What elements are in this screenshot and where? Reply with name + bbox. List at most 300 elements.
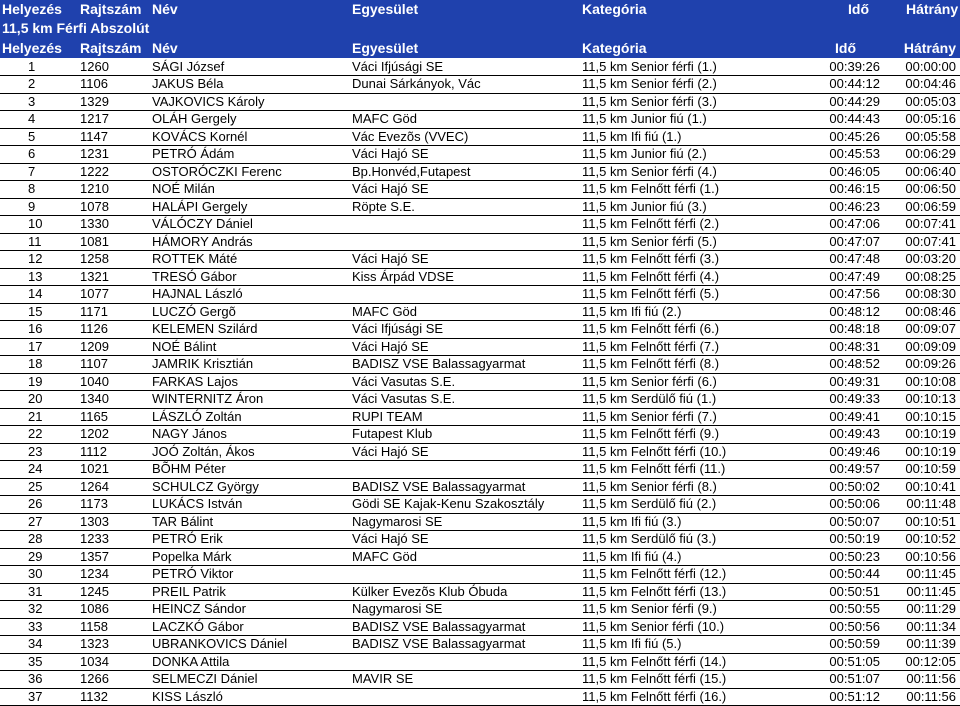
- cell-time: 00:46:05: [800, 163, 884, 181]
- cell-category: 11,5 km Felnőtt férfi (5.): [582, 286, 800, 304]
- cell-bib: 1021: [80, 461, 152, 479]
- cell-category: 11,5 km Junior fiú (1.): [582, 111, 800, 129]
- cell-gap: 00:11:56: [884, 671, 960, 689]
- table-row: [0, 198, 960, 216]
- cell-club: Gödi SE Kajak-Kenu Szakosztály: [352, 496, 582, 514]
- cell-time: 00:50:59: [800, 636, 884, 654]
- header-nev: Név: [152, 1, 178, 17]
- cell-category: 11,5 km Felnőtt férfi (1.): [582, 181, 800, 199]
- cell-position: 31: [0, 583, 80, 601]
- cell-bib: 1340: [80, 391, 152, 409]
- cell-time: 00:51:05: [800, 653, 884, 671]
- cell-name: HAJNAL László: [152, 286, 352, 304]
- cell-bib: 1210: [80, 181, 152, 199]
- table-row: [0, 513, 960, 531]
- cell-bib: 1077: [80, 286, 152, 304]
- cell-gap: 00:10:15: [884, 408, 960, 426]
- cell-category: 11,5 km Felnőtt férfi (16.): [582, 688, 800, 706]
- table-row: [0, 251, 960, 269]
- col-nev: Név: [152, 38, 352, 58]
- cell-time: 00:48:31: [800, 338, 884, 356]
- cell-time: 00:50:23: [800, 548, 884, 566]
- cell-name: LÁSZLÓ Zoltán: [152, 408, 352, 426]
- table-row: [0, 426, 960, 444]
- cell-club: Váci Hajó SE: [352, 181, 582, 199]
- cell-category: 11,5 km Serdülő fiú (1.): [582, 391, 800, 409]
- cell-bib: 1107: [80, 356, 152, 374]
- cell-position: 29: [0, 548, 80, 566]
- cell-bib: 1040: [80, 373, 152, 391]
- cell-category: 11,5 km Senior férfi (4.): [582, 163, 800, 181]
- table-row: [0, 391, 960, 409]
- cell-bib: 1034: [80, 653, 152, 671]
- cell-bib: 1264: [80, 478, 152, 496]
- table-row: [0, 688, 960, 706]
- cell-position: 34: [0, 636, 80, 654]
- cell-category: 11,5 km Senior férfi (1.): [582, 58, 800, 76]
- cell-gap: 00:07:41: [884, 233, 960, 251]
- cell-bib: 1258: [80, 251, 152, 269]
- table-row: [0, 58, 960, 76]
- table-row: [0, 163, 960, 181]
- cell-category: 11,5 km Serdülő fiú (2.): [582, 496, 800, 514]
- cell-category: 11,5 km Senior férfi (2.): [582, 76, 800, 94]
- cell-name: TRESÓ Gábor: [152, 268, 352, 286]
- cell-time: 00:48:52: [800, 356, 884, 374]
- cell-club: [352, 216, 582, 234]
- cell-position: 12: [0, 251, 80, 269]
- cell-position: 23: [0, 443, 80, 461]
- cell-position: 14: [0, 286, 80, 304]
- table-row: [0, 233, 960, 251]
- table-row: [0, 373, 960, 391]
- cell-bib: 1234: [80, 566, 152, 584]
- table-row: [0, 216, 960, 234]
- cell-club: RUPI TEAM: [352, 408, 582, 426]
- cell-time: 00:45:26: [800, 128, 884, 146]
- cell-club: BADISZ VSE Balassagyarmat: [352, 636, 582, 654]
- col-egyesulet: Egyesület: [352, 38, 582, 58]
- cell-position: 16: [0, 321, 80, 339]
- cell-gap: 00:11:34: [884, 618, 960, 636]
- cell-club: Futapest Klub: [352, 426, 582, 444]
- col-kategoria: Kategória: [582, 38, 800, 58]
- cell-club: [352, 286, 582, 304]
- cell-category: 11,5 km Felnőtt férfi (9.): [582, 426, 800, 444]
- cell-gap: 00:00:00: [884, 58, 960, 76]
- cell-category: 11,5 km Ifi fiú (3.): [582, 513, 800, 531]
- table-row: [0, 356, 960, 374]
- cell-position: 35: [0, 653, 80, 671]
- cell-gap: 00:11:45: [884, 583, 960, 601]
- cell-category: 11,5 km Senior férfi (9.): [582, 601, 800, 619]
- cell-club: MAVIR SE: [352, 671, 582, 689]
- cell-club: Váci Hajó SE: [352, 338, 582, 356]
- cell-name: HALÁPI Gergely: [152, 198, 352, 216]
- cell-bib: 1260: [80, 58, 152, 76]
- cell-name: JOÓ Zoltán, Ákos: [152, 443, 352, 461]
- table-row: [0, 146, 960, 164]
- cell-bib: 1357: [80, 548, 152, 566]
- cell-gap: 00:10:56: [884, 548, 960, 566]
- cell-time: 00:45:53: [800, 146, 884, 164]
- cell-name: ROTTEK Máté: [152, 251, 352, 269]
- cell-bib: 1165: [80, 408, 152, 426]
- cell-club: MAFC Göd: [352, 548, 582, 566]
- cell-club: Kiss Árpád VDSE: [352, 268, 582, 286]
- cell-bib: 1078: [80, 198, 152, 216]
- cell-position: 1: [0, 58, 80, 76]
- results-table: [0, 38, 960, 706]
- table-row: [0, 548, 960, 566]
- cell-time: 00:50:44: [800, 566, 884, 584]
- cell-name: LACZKÓ Gábor: [152, 618, 352, 636]
- cell-club: Váci Hajó SE: [352, 146, 582, 164]
- cell-time: 00:47:49: [800, 268, 884, 286]
- cell-name: OSTORÓCZKI Ferenc: [152, 163, 352, 181]
- cell-time: 00:44:12: [800, 76, 884, 94]
- cell-time: 00:44:29: [800, 93, 884, 111]
- cell-name: OLÁH Gergely: [152, 111, 352, 129]
- cell-club: [352, 93, 582, 111]
- cell-club: [352, 653, 582, 671]
- cell-position: 28: [0, 531, 80, 549]
- cell-time: 00:50:02: [800, 478, 884, 496]
- cell-category: 11,5 km Felnőtt férfi (6.): [582, 321, 800, 339]
- cell-time: 00:44:43: [800, 111, 884, 129]
- table-header-row: [0, 38, 960, 58]
- cell-time: 00:48:12: [800, 303, 884, 321]
- cell-bib: 1233: [80, 531, 152, 549]
- cell-name: DONKA Attila: [152, 653, 352, 671]
- cell-name: Popelka Márk: [152, 548, 352, 566]
- cell-gap: 00:06:29: [884, 146, 960, 164]
- cell-position: 2: [0, 76, 80, 94]
- cell-gap: 00:03:20: [884, 251, 960, 269]
- cell-position: 25: [0, 478, 80, 496]
- cell-club: [352, 461, 582, 479]
- report-header: [0, 0, 960, 38]
- cell-bib: 1202: [80, 426, 152, 444]
- cell-gap: 00:06:40: [884, 163, 960, 181]
- cell-club: Váci Vasutas S.E.: [352, 373, 582, 391]
- cell-gap: 00:05:03: [884, 93, 960, 111]
- cell-position: 33: [0, 618, 80, 636]
- cell-name: UBRANKOVICS Dániel: [152, 636, 352, 654]
- cell-position: 24: [0, 461, 80, 479]
- cell-name: PETRÓ Ádám: [152, 146, 352, 164]
- cell-club: Váci Ifjúsági SE: [352, 321, 582, 339]
- cell-club: Röpte S.E.: [352, 198, 582, 216]
- cell-category: 11,5 km Senior férfi (7.): [582, 408, 800, 426]
- cell-gap: 00:11:45: [884, 566, 960, 584]
- cell-gap: 00:10:52: [884, 531, 960, 549]
- cell-position: 18: [0, 356, 80, 374]
- cell-time: 00:47:56: [800, 286, 884, 304]
- report-header-columns: [0, 0, 960, 19]
- cell-gap: 00:11:39: [884, 636, 960, 654]
- cell-time: 00:50:56: [800, 618, 884, 636]
- cell-position: 7: [0, 163, 80, 181]
- cell-time: 00:46:23: [800, 198, 884, 216]
- cell-club: MAFC Göd: [352, 111, 582, 129]
- cell-name: PETRÓ Erik: [152, 531, 352, 549]
- cell-time: 00:49:43: [800, 426, 884, 444]
- cell-gap: 00:08:25: [884, 268, 960, 286]
- cell-time: 00:51:12: [800, 688, 884, 706]
- cell-position: 36: [0, 671, 80, 689]
- table-row: [0, 321, 960, 339]
- cell-position: 6: [0, 146, 80, 164]
- cell-name: NOÉ Milán: [152, 181, 352, 199]
- cell-bib: 1329: [80, 93, 152, 111]
- cell-bib: 1245: [80, 583, 152, 601]
- cell-category: 11,5 km Felnőtt férfi (14.): [582, 653, 800, 671]
- table-row: [0, 443, 960, 461]
- header-rajtszam: Rajtszám: [80, 1, 142, 17]
- cell-gap: 00:10:41: [884, 478, 960, 496]
- cell-gap: 00:10:51: [884, 513, 960, 531]
- cell-gap: 00:05:58: [884, 128, 960, 146]
- cell-bib: 1126: [80, 321, 152, 339]
- table-row: [0, 601, 960, 619]
- cell-name: PETRÓ Viktor: [152, 566, 352, 584]
- cell-name: HEINCZ Sándor: [152, 601, 352, 619]
- cell-time: 00:46:15: [800, 181, 884, 199]
- col-ido: Idő: [800, 38, 884, 58]
- cell-club: Váci Vasutas S.E.: [352, 391, 582, 409]
- cell-club: [352, 688, 582, 706]
- col-rajtszam: Rajtszám: [80, 38, 152, 58]
- cell-club: Nagymarosi SE: [352, 601, 582, 619]
- cell-bib: 1222: [80, 163, 152, 181]
- cell-bib: 1330: [80, 216, 152, 234]
- cell-category: 11,5 km Felnőtt férfi (2.): [582, 216, 800, 234]
- table-row: [0, 478, 960, 496]
- cell-name: JAKUS Béla: [152, 76, 352, 94]
- section-title-row: [0, 19, 960, 38]
- cell-gap: 00:06:50: [884, 181, 960, 199]
- cell-position: 30: [0, 566, 80, 584]
- table-row: [0, 671, 960, 689]
- cell-time: 00:39:26: [800, 58, 884, 76]
- cell-category: 11,5 km Senior férfi (5.): [582, 233, 800, 251]
- cell-position: 15: [0, 303, 80, 321]
- table-row: [0, 408, 960, 426]
- cell-club: Vác Evezõs (VVEC): [352, 128, 582, 146]
- cell-gap: 00:10:59: [884, 461, 960, 479]
- cell-time: 00:49:41: [800, 408, 884, 426]
- cell-name: SÁGI József: [152, 58, 352, 76]
- header-egyesulet: Egyesület: [352, 1, 419, 17]
- cell-club: Dunai Sárkányok, Vác: [352, 76, 582, 94]
- cell-club: Váci Ifjúsági SE: [352, 58, 582, 76]
- cell-name: BÕHM Péter: [152, 461, 352, 479]
- cell-time: 00:49:57: [800, 461, 884, 479]
- cell-time: 00:51:07: [800, 671, 884, 689]
- table-row: [0, 636, 960, 654]
- table-row: [0, 93, 960, 111]
- cell-category: 11,5 km Felnőtt férfi (12.): [582, 566, 800, 584]
- cell-time: 00:50:07: [800, 513, 884, 531]
- cell-name: TAR Bálint: [152, 513, 352, 531]
- table-row: [0, 76, 960, 94]
- cell-name: KOVÁCS Kornél: [152, 128, 352, 146]
- cell-time: 00:50:55: [800, 601, 884, 619]
- cell-bib: 1321: [80, 268, 152, 286]
- cell-gap: 00:04:46: [884, 76, 960, 94]
- cell-gap: 00:11:29: [884, 601, 960, 619]
- cell-bib: 1132: [80, 688, 152, 706]
- cell-category: 11,5 km Felnőtt férfi (3.): [582, 251, 800, 269]
- cell-gap: 00:09:09: [884, 338, 960, 356]
- cell-position: 21: [0, 408, 80, 426]
- cell-time: 00:49:33: [800, 391, 884, 409]
- cell-gap: 00:11:48: [884, 496, 960, 514]
- cell-category: 11,5 km Ifi fiú (5.): [582, 636, 800, 654]
- cell-gap: 00:12:05: [884, 653, 960, 671]
- cell-name: HÁMORY András: [152, 233, 352, 251]
- cell-category: 11,5 km Junior fiú (2.): [582, 146, 800, 164]
- cell-name: LUCZÓ Gergõ: [152, 303, 352, 321]
- cell-gap: 00:09:26: [884, 356, 960, 374]
- table-row: [0, 496, 960, 514]
- cell-category: 11,5 km Ifi fiú (1.): [582, 128, 800, 146]
- table-row: [0, 338, 960, 356]
- table-row: [0, 268, 960, 286]
- cell-time: 00:50:06: [800, 496, 884, 514]
- cell-club: BADISZ VSE Balassagyarmat: [352, 356, 582, 374]
- cell-time: 00:48:18: [800, 321, 884, 339]
- header-hatrany: Hátrány: [906, 1, 959, 17]
- cell-name: FARKAS Lajos: [152, 373, 352, 391]
- cell-position: 13: [0, 268, 80, 286]
- header-ido: Idő: [848, 1, 869, 17]
- col-helyezes: Helyezés: [0, 38, 80, 58]
- cell-name: SCHULCZ György: [152, 478, 352, 496]
- cell-bib: 1106: [80, 76, 152, 94]
- cell-name: VÁLÓCZY Dániel: [152, 216, 352, 234]
- cell-club: Váci Hajó SE: [352, 251, 582, 269]
- cell-gap: 00:08:46: [884, 303, 960, 321]
- cell-bib: 1303: [80, 513, 152, 531]
- cell-gap: 00:07:41: [884, 216, 960, 234]
- cell-name: VAJKOVICS Károly: [152, 93, 352, 111]
- cell-bib: 1171: [80, 303, 152, 321]
- cell-bib: 1173: [80, 496, 152, 514]
- header-kategoria: Kategória: [582, 1, 647, 17]
- results-body: [0, 58, 960, 706]
- cell-name: JAMRIK Krisztián: [152, 356, 352, 374]
- table-row: [0, 181, 960, 199]
- cell-position: 27: [0, 513, 80, 531]
- table-row: [0, 618, 960, 636]
- cell-time: 00:47:48: [800, 251, 884, 269]
- cell-time: 00:49:31: [800, 373, 884, 391]
- cell-club: Váci Hajó SE: [352, 531, 582, 549]
- cell-category: 11,5 km Felnőtt férfi (15.): [582, 671, 800, 689]
- cell-position: 26: [0, 496, 80, 514]
- cell-position: 4: [0, 111, 80, 129]
- cell-bib: 1266: [80, 671, 152, 689]
- cell-position: 11: [0, 233, 80, 251]
- cell-bib: 1209: [80, 338, 152, 356]
- cell-gap: 00:10:19: [884, 426, 960, 444]
- cell-category: 11,5 km Felnőtt férfi (11.): [582, 461, 800, 479]
- cell-position: 8: [0, 181, 80, 199]
- cell-category: 11,5 km Ifi fiú (2.): [582, 303, 800, 321]
- cell-position: 22: [0, 426, 80, 444]
- cell-club: Váci Hajó SE: [352, 443, 582, 461]
- table-row: [0, 128, 960, 146]
- cell-category: 11,5 km Senior férfi (8.): [582, 478, 800, 496]
- cell-position: 10: [0, 216, 80, 234]
- cell-name: KELEMEN Szilárd: [152, 321, 352, 339]
- cell-bib: 1086: [80, 601, 152, 619]
- cell-name: SELMECZI Dániel: [152, 671, 352, 689]
- cell-category: 11,5 km Junior fiú (3.): [582, 198, 800, 216]
- section-title: 11,5 km Férfi Abszolút: [2, 20, 150, 36]
- cell-category: 11,5 km Senior férfi (3.): [582, 93, 800, 111]
- cell-category: 11,5 km Felnőtt férfi (7.): [582, 338, 800, 356]
- table-row: [0, 566, 960, 584]
- cell-position: 20: [0, 391, 80, 409]
- cell-category: 11,5 km Felnőtt férfi (4.): [582, 268, 800, 286]
- cell-position: 37: [0, 688, 80, 706]
- cell-bib: 1158: [80, 618, 152, 636]
- cell-position: 3: [0, 93, 80, 111]
- cell-position: 32: [0, 601, 80, 619]
- cell-position: 19: [0, 373, 80, 391]
- cell-time: 00:47:07: [800, 233, 884, 251]
- cell-gap: 00:06:59: [884, 198, 960, 216]
- cell-category: 11,5 km Felnőtt férfi (8.): [582, 356, 800, 374]
- cell-position: 9: [0, 198, 80, 216]
- header-helyezes: Helyezés: [2, 1, 62, 17]
- cell-bib: 1112: [80, 443, 152, 461]
- cell-category: 11,5 km Senior férfi (10.): [582, 618, 800, 636]
- cell-name: NAGY János: [152, 426, 352, 444]
- cell-gap: 00:10:08: [884, 373, 960, 391]
- table-row: [0, 111, 960, 129]
- cell-name: WINTERNITZ Áron: [152, 391, 352, 409]
- cell-bib: 1147: [80, 128, 152, 146]
- cell-gap: 00:11:56: [884, 688, 960, 706]
- table-row: [0, 286, 960, 304]
- table-row: [0, 461, 960, 479]
- cell-name: NOÉ Bálint: [152, 338, 352, 356]
- cell-name: LUKÁCS István: [152, 496, 352, 514]
- cell-gap: 00:09:07: [884, 321, 960, 339]
- cell-category: 11,5 km Senior férfi (6.): [582, 373, 800, 391]
- cell-club: BADISZ VSE Balassagyarmat: [352, 478, 582, 496]
- cell-name: PREIL Patrik: [152, 583, 352, 601]
- cell-bib: 1217: [80, 111, 152, 129]
- cell-category: 11,5 km Serdülő fiú (3.): [582, 531, 800, 549]
- cell-bib: 1081: [80, 233, 152, 251]
- table-row: [0, 583, 960, 601]
- cell-club: Nagymarosi SE: [352, 513, 582, 531]
- cell-time: 00:50:19: [800, 531, 884, 549]
- cell-club: MAFC Göd: [352, 303, 582, 321]
- cell-bib: 1323: [80, 636, 152, 654]
- cell-position: 17: [0, 338, 80, 356]
- cell-time: 00:50:51: [800, 583, 884, 601]
- cell-bib: 1231: [80, 146, 152, 164]
- cell-category: 11,5 km Ifi fiú (4.): [582, 548, 800, 566]
- cell-time: 00:49:46: [800, 443, 884, 461]
- cell-gap: 00:10:19: [884, 443, 960, 461]
